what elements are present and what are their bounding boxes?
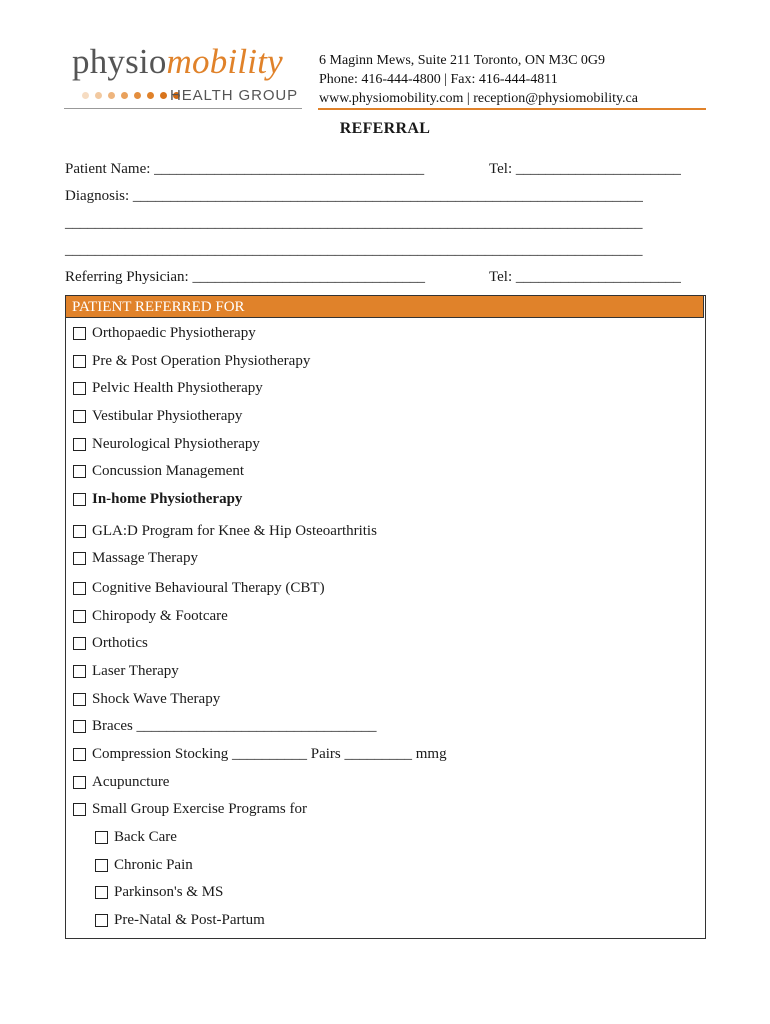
patient-name-field[interactable]: Patient Name: ____________________________________ [65,161,425,177]
referral-heading: PATIENT REFERRED FOR [72,299,245,315]
checkbox-icon[interactable] [73,438,86,451]
sub-option-chronic-pain[interactable]: Chronic Pain [95,856,193,874]
checkbox-icon[interactable] [73,465,86,478]
checkbox-icon[interactable] [73,720,86,733]
option-acupuncture[interactable]: Acupuncture [73,773,169,791]
option-orthopaedic[interactable]: Orthopaedic Physiotherapy [73,324,256,342]
checkbox-icon[interactable] [95,859,108,872]
checkbox-icon[interactable] [95,831,108,844]
option-concussion[interactable]: Concussion Management [73,462,244,480]
option-pelvic-health[interactable]: Pelvic Health Physiotherapy [73,379,263,397]
checkbox-icon[interactable] [73,493,86,506]
web-email: www.physiomobility.com | reception@physiomobility.ca [319,91,638,106]
checkbox-icon[interactable] [73,382,86,395]
option-compression-stocking[interactable]: Compression Stocking __________ Pairs _________ mmg [73,745,447,763]
option-shock-wave[interactable]: Shock Wave Therapy [73,690,220,708]
option-glad-program[interactable]: GLA:D Program for Knee & Hip Osteoarthritis [73,522,377,540]
logo-dots-icon [82,92,180,99]
checkbox-icon[interactable] [73,552,86,565]
checkbox-icon[interactable] [73,525,86,538]
referral-heading-bar [65,295,704,318]
option-pre-post-op[interactable]: Pre & Post Operation Physiotherapy [73,352,310,370]
option-chiropody[interactable]: Chiropody & Footcare [73,607,228,625]
option-small-group[interactable]: Small Group Exercise Programs for [73,800,307,818]
logo-mobility: mobility [166,42,283,81]
checkbox-icon[interactable] [73,327,86,340]
logo-wordmark [72,40,283,84]
option-vestibular[interactable]: Vestibular Physiotherapy [73,407,242,425]
option-in-home[interactable]: In-home Physiotherapy [73,490,242,508]
checkbox-icon[interactable] [73,693,86,706]
patient-tel-field[interactable]: Tel: ______________________ [489,161,681,177]
header-rule [318,108,706,110]
logo-physio: physio [72,42,167,81]
checkbox-icon[interactable] [73,355,86,368]
sub-option-back-care[interactable]: Back Care [95,828,177,846]
sub-option-prenatal[interactable]: Pre-Natal & Post-Partum [95,911,265,929]
checkbox-icon[interactable] [73,582,86,595]
page-title: REFERRAL [339,120,431,137]
checkbox-icon[interactable] [73,776,86,789]
sub-option-parkinsons-ms[interactable]: Parkinson's & MS [95,883,223,901]
logo-subtitle: HEALTH GROUP [170,87,299,104]
checkbox-icon[interactable] [73,610,86,623]
option-braces[interactable]: Braces ________________________________ [73,717,377,735]
option-massage[interactable]: Massage Therapy [73,549,198,567]
option-cbt[interactable]: Cognitive Behavioural Therapy (CBT) [73,579,325,597]
checkbox-icon[interactable] [73,637,86,650]
option-laser[interactable]: Laser Therapy [73,662,179,680]
checkbox-icon[interactable] [73,665,86,678]
checkbox-icon[interactable] [73,748,86,761]
diagnosis-field[interactable]: Diagnosis: ____________________________________________________________________ [65,188,643,204]
phone-fax: Phone: 416-444-4800 | Fax: 416-444-4811 [319,72,558,87]
physician-tel-field[interactable]: Tel: ______________________ [489,269,681,285]
checkbox-icon[interactable] [95,886,108,899]
referring-physician-field[interactable]: Referring Physician: _______________________________ [65,269,425,285]
diagnosis-line-2[interactable]: _____________________________________________________________________________ [65,215,643,231]
diagnosis-line-3[interactable]: _____________________________________________________________________________ [65,242,643,258]
checkbox-icon[interactable] [95,914,108,927]
logo-underline [64,108,302,109]
option-neurological[interactable]: Neurological Physiotherapy [73,435,260,453]
checkbox-icon[interactable] [73,803,86,816]
checkbox-icon[interactable] [73,410,86,423]
address: 6 Maginn Mews, Suite 211 Toronto, ON M3C 0G9 [319,53,606,68]
option-orthotics[interactable]: Orthotics [73,634,148,652]
